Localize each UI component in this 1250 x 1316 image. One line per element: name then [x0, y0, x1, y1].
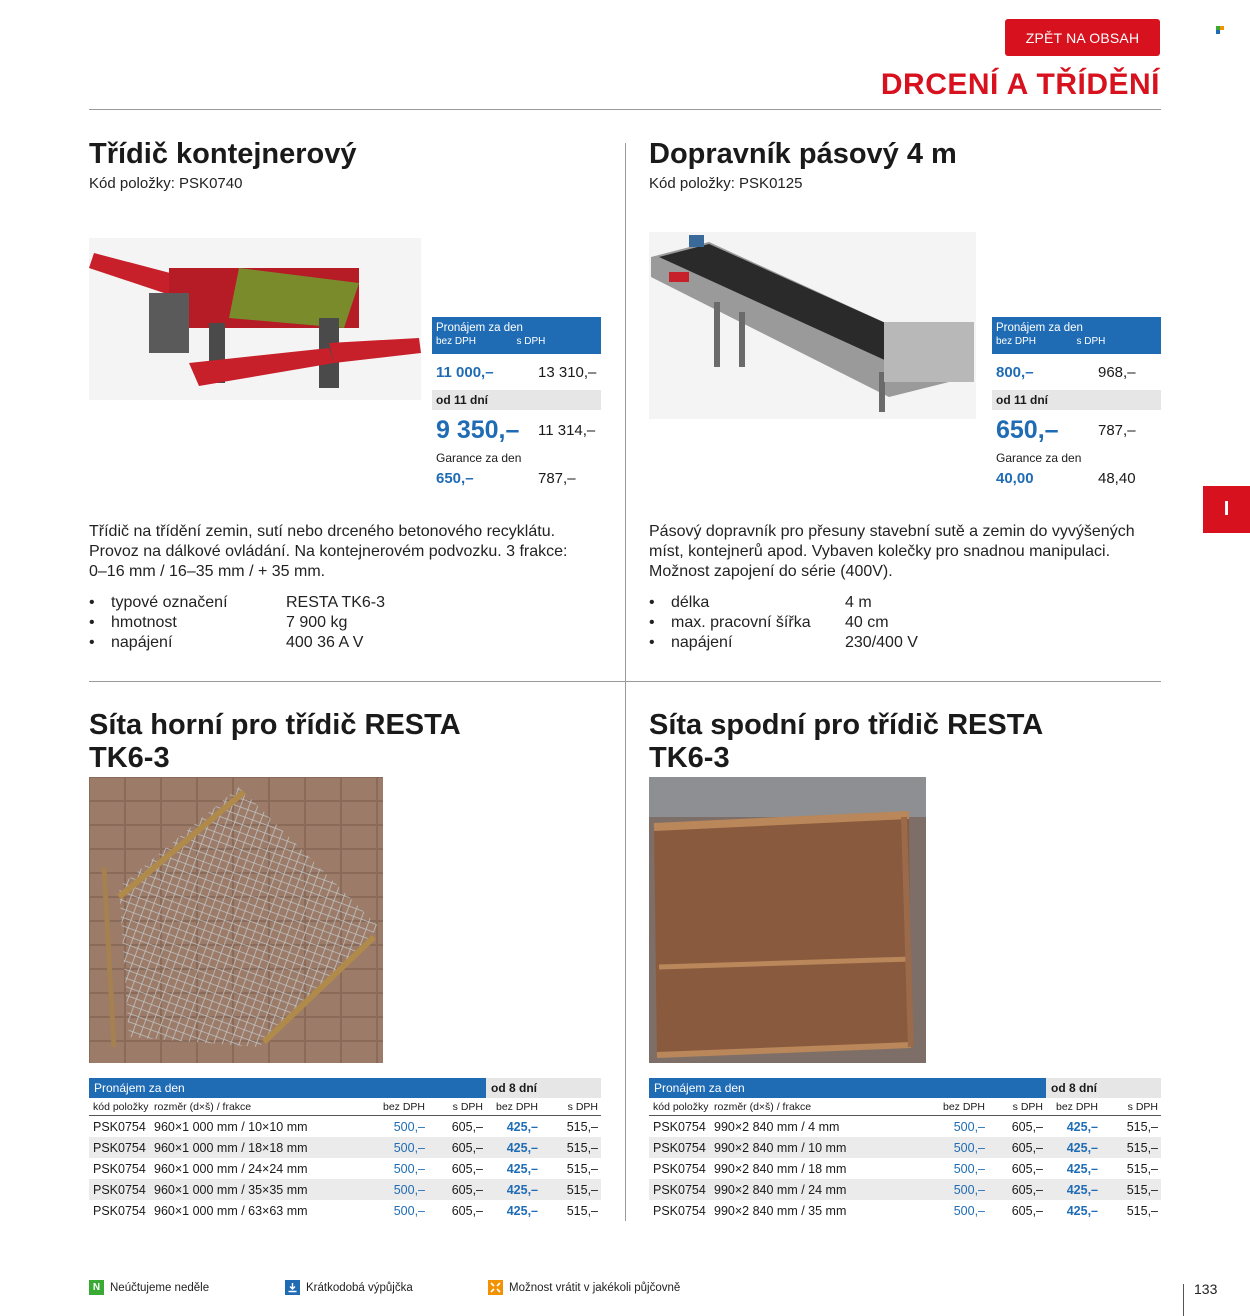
cell-size: 990×2 840 mm / 35 mm — [714, 1203, 847, 1218]
cell-incl: 605,– — [1011, 1119, 1043, 1134]
cell-code: PSK0754 — [653, 1140, 706, 1155]
table-header — [649, 1098, 1161, 1116]
cell-incl2: 515,– — [566, 1203, 598, 1218]
deposit-excl-vat: 40,00 — [996, 469, 1034, 487]
col-excl: bez DPH — [382, 1100, 425, 1113]
clock-download-icon — [285, 1280, 300, 1295]
from-price-excl-vat: 650,– — [996, 415, 1059, 444]
deposit-label: Garance za den — [432, 450, 601, 466]
cell-excl: 500,– — [393, 1182, 425, 1197]
legend-return-anywhere — [488, 1280, 680, 1295]
table-row — [89, 1116, 601, 1137]
page-number-divider — [1183, 1284, 1184, 1316]
from-price-incl-vat: 787,– — [1098, 421, 1136, 439]
cell-excl: 500,– — [953, 1203, 985, 1218]
col-incl: s DPH — [1012, 1100, 1043, 1113]
back-to-contents-button[interactable]: ZPĚT NA OBSAH — [1005, 19, 1160, 56]
table-row — [89, 1158, 601, 1179]
cell-incl2: 515,– — [1126, 1182, 1158, 1197]
legend-label: Krátkodobá výpůjčka — [306, 1281, 413, 1294]
col-code: kód položky — [653, 1100, 709, 1113]
spec-item — [89, 633, 589, 653]
cell-incl: 605,– — [451, 1140, 483, 1155]
cell-size: 960×1 000 mm / 24×24 mm — [154, 1161, 308, 1176]
table-row — [89, 1137, 601, 1158]
price-head — [992, 317, 1161, 354]
col-incl-vat: s DPH — [1076, 336, 1106, 347]
cell-size: 990×2 840 mm / 24 mm — [714, 1182, 847, 1197]
price-head — [432, 317, 601, 354]
deposit-label: Garance za den — [992, 450, 1161, 466]
legend-no-sundays — [89, 1280, 209, 1295]
spec-item — [649, 613, 1149, 633]
product-description: Pásový dopravník pro přesuny stavební sutě a zemin do vyvýšených míst, kontejnerů apod. Vybaven kolečky pro snadnou manipulaci. Možnost zapojení do série (400V). — [649, 523, 1135, 580]
lower-sieve-table — [649, 1078, 1161, 1221]
col-incl-vat: s DPH — [516, 336, 546, 347]
col-incl2: s DPH — [1127, 1100, 1158, 1113]
table-row — [649, 1137, 1161, 1158]
cell-excl2: 425,– — [1066, 1161, 1098, 1176]
price-head-title: Pronájem za den — [996, 322, 1083, 334]
sieve-title-line1: Síta horní pro třídič RESTA — [89, 709, 461, 741]
cell-incl2: 515,– — [566, 1140, 598, 1155]
cell-excl2: 425,– — [506, 1203, 538, 1218]
cell-size: 990×2 840 mm / 4 mm — [714, 1119, 840, 1134]
column-divider-bottom — [625, 681, 626, 1221]
from-days-label: od 11 dní — [432, 390, 601, 410]
cell-incl2: 515,– — [1126, 1119, 1158, 1134]
spec-value: 400 36 A V — [286, 634, 364, 651]
n-badge-icon: N — [89, 1280, 104, 1295]
col-size: rozměr (d×š) / frakce — [154, 1100, 252, 1113]
cell-incl: 605,– — [1011, 1161, 1043, 1176]
from-price-incl-vat: 11 314,– — [538, 421, 596, 439]
cell-incl: 605,– — [451, 1161, 483, 1176]
col-excl: bez DPH — [942, 1100, 985, 1113]
cell-incl2: 515,– — [1126, 1140, 1158, 1155]
spec-key: délka — [671, 594, 710, 611]
product-code: Kód položky: PSK0740 — [89, 175, 243, 192]
deposit-excl-vat: 650,– — [436, 469, 474, 487]
conveyor-image — [649, 232, 976, 419]
section-title: DRCENÍ A TŘÍDĚNÍ — [880, 68, 1160, 101]
spec-value: RESTA TK6-3 — [286, 594, 385, 611]
cell-incl: 605,– — [451, 1203, 483, 1218]
cell-excl2: 425,– — [1066, 1203, 1098, 1218]
col-incl2: s DPH — [567, 1100, 598, 1113]
cell-incl2: 515,– — [1126, 1161, 1158, 1176]
cell-excl2: 425,– — [1066, 1182, 1098, 1197]
spec-list — [649, 593, 1149, 653]
cell-size: 960×1 000 mm / 10×10 mm — [154, 1119, 308, 1134]
spec-value: 230/400 V — [845, 634, 918, 651]
cell-incl: 605,– — [451, 1119, 483, 1134]
legend-label: Možnost vrátit v jakékoli půjčovně — [509, 1281, 681, 1294]
cell-excl: 500,– — [953, 1119, 985, 1134]
cell-size: 960×1 000 mm / 35×35 mm — [154, 1182, 308, 1197]
col-size: rozměr (d×š) / frakce — [714, 1100, 812, 1113]
cell-code: PSK0754 — [653, 1119, 706, 1134]
legend-short-term — [285, 1280, 413, 1295]
price-incl-vat: 13 310,– — [538, 363, 597, 381]
table-row — [649, 1200, 1161, 1221]
cell-incl2: 515,– — [566, 1182, 598, 1197]
corner-mark-icon — [1216, 26, 1224, 34]
from-days-label: od 11 dní — [992, 390, 1161, 410]
price-excl-vat: 11 000,– — [436, 363, 494, 381]
col-excl-vat: bez DPH — [436, 336, 477, 347]
sieve-lower-heading — [649, 709, 1169, 775]
spec-list — [89, 593, 589, 653]
cell-size: 960×1 000 mm / 18×18 mm — [154, 1140, 308, 1155]
spec-key: max. pracovní šířka — [671, 614, 811, 631]
cell-incl: 605,– — [1011, 1203, 1043, 1218]
cell-code: PSK0754 — [93, 1140, 146, 1155]
col-excl2: bez DPH — [495, 1100, 538, 1113]
cell-excl: 500,– — [393, 1119, 425, 1134]
deposit-incl-vat: 787,– — [538, 469, 576, 487]
table-row — [649, 1158, 1161, 1179]
cell-excl: 500,– — [953, 1161, 985, 1176]
header-divider — [89, 109, 1161, 110]
col-incl: s DPH — [452, 1100, 483, 1113]
cell-code: PSK0754 — [93, 1161, 146, 1176]
cell-excl: 500,– — [953, 1182, 985, 1197]
cell-incl: 605,– — [1011, 1140, 1043, 1155]
cell-excl2: 425,– — [506, 1119, 538, 1134]
spec-key: napájení — [111, 634, 173, 651]
spec-value: 7 900 kg — [286, 614, 348, 631]
upper-sieve-image — [89, 777, 383, 1063]
price-incl-vat: 968,– — [1098, 363, 1136, 381]
price-box-conveyor — [992, 317, 1161, 490]
cell-code: PSK0754 — [653, 1203, 706, 1218]
sieve-title-line1: Síta spodní pro třídič RESTA — [649, 709, 1044, 741]
cell-incl: 605,– — [451, 1182, 483, 1197]
table-row — [89, 1200, 601, 1221]
table-row — [649, 1179, 1161, 1200]
cell-excl2: 425,– — [506, 1161, 538, 1176]
from-days-label: od 8 dní — [1046, 1078, 1161, 1098]
from-price-excl-vat: 9 350,– — [436, 415, 520, 444]
product-container-screener — [89, 138, 609, 192]
cell-incl2: 515,– — [566, 1161, 598, 1176]
cell-code: PSK0754 — [93, 1203, 146, 1218]
rent-label: Pronájem za den — [649, 1078, 1046, 1098]
sieve-title-line2: TK6-3 — [89, 742, 170, 774]
product-description: Třídič na třídění zemin, sutí nebo drceného betonového recyklátu. Provoz na dálkové ovládání. Na kontejnerovém podvozku. 3 frakce: 0–16 mm / 16–35 mm / + 35 mm. — [89, 523, 568, 580]
price-box-screener — [432, 317, 601, 490]
screener-image — [89, 238, 421, 400]
legend-label: Neúčtujeme neděle — [110, 1281, 210, 1294]
product-container-conveyor — [649, 138, 1169, 192]
spec-value: 4 m — [845, 594, 872, 611]
col-excl-vat: bez DPH — [996, 336, 1037, 347]
price-excl-vat: 800,– — [996, 363, 1034, 381]
cell-code: PSK0754 — [93, 1119, 146, 1134]
from-days-label: od 8 dní — [486, 1078, 601, 1098]
cell-excl: 500,– — [393, 1203, 425, 1218]
product-title: Dopravník pásový 4 m — [649, 138, 957, 170]
product-title: Třídič kontejnerový — [89, 138, 357, 170]
cell-code: PSK0754 — [653, 1161, 706, 1176]
spec-key: hmotnost — [111, 614, 177, 631]
col-excl2: bez DPH — [1055, 1100, 1098, 1113]
sieve-title-line2: TK6-3 — [649, 742, 730, 774]
col-code: kód položky — [93, 1100, 149, 1113]
spec-value: 40 cm — [845, 614, 889, 631]
page-number: 133 — [1194, 1281, 1218, 1297]
cell-incl2: 515,– — [1126, 1203, 1158, 1218]
table-row — [649, 1116, 1161, 1137]
rent-label: Pronájem za den — [89, 1078, 486, 1098]
upper-sieve-table — [89, 1078, 601, 1221]
spec-key: napájení — [671, 634, 733, 651]
sieve-upper-heading — [89, 709, 609, 775]
arrows-return-icon — [488, 1280, 503, 1295]
spec-item — [649, 593, 1149, 613]
spec-item — [649, 633, 1149, 653]
price-head-title: Pronájem za den — [436, 322, 523, 334]
spec-item — [89, 593, 589, 613]
column-divider-top — [625, 143, 626, 681]
cell-code: PSK0754 — [653, 1182, 706, 1197]
table-header — [89, 1098, 601, 1116]
product-code: Kód položky: PSK0125 — [649, 175, 803, 192]
deposit-incl-vat: 48,40 — [1098, 469, 1136, 487]
cell-excl2: 425,– — [506, 1140, 538, 1155]
cell-excl: 500,– — [953, 1140, 985, 1155]
cell-code: PSK0754 — [93, 1182, 146, 1197]
cell-excl2: 425,– — [506, 1182, 538, 1197]
cell-excl2: 425,– — [1066, 1140, 1098, 1155]
table-row — [89, 1179, 601, 1200]
cell-excl: 500,– — [393, 1140, 425, 1155]
cell-excl2: 425,– — [1066, 1119, 1098, 1134]
chapter-tab[interactable]: I — [1203, 486, 1250, 533]
cell-size: 960×1 000 mm / 63×63 mm — [154, 1203, 308, 1218]
cell-incl2: 515,– — [566, 1119, 598, 1134]
spec-key: typové označení — [111, 594, 228, 611]
cell-incl: 605,– — [1011, 1182, 1043, 1197]
cell-excl: 500,– — [393, 1161, 425, 1176]
spec-item — [89, 613, 589, 633]
cell-size: 990×2 840 mm / 18 mm — [714, 1161, 847, 1176]
lower-sieve-image — [649, 777, 926, 1063]
cell-size: 990×2 840 mm / 10 mm — [714, 1140, 847, 1155]
